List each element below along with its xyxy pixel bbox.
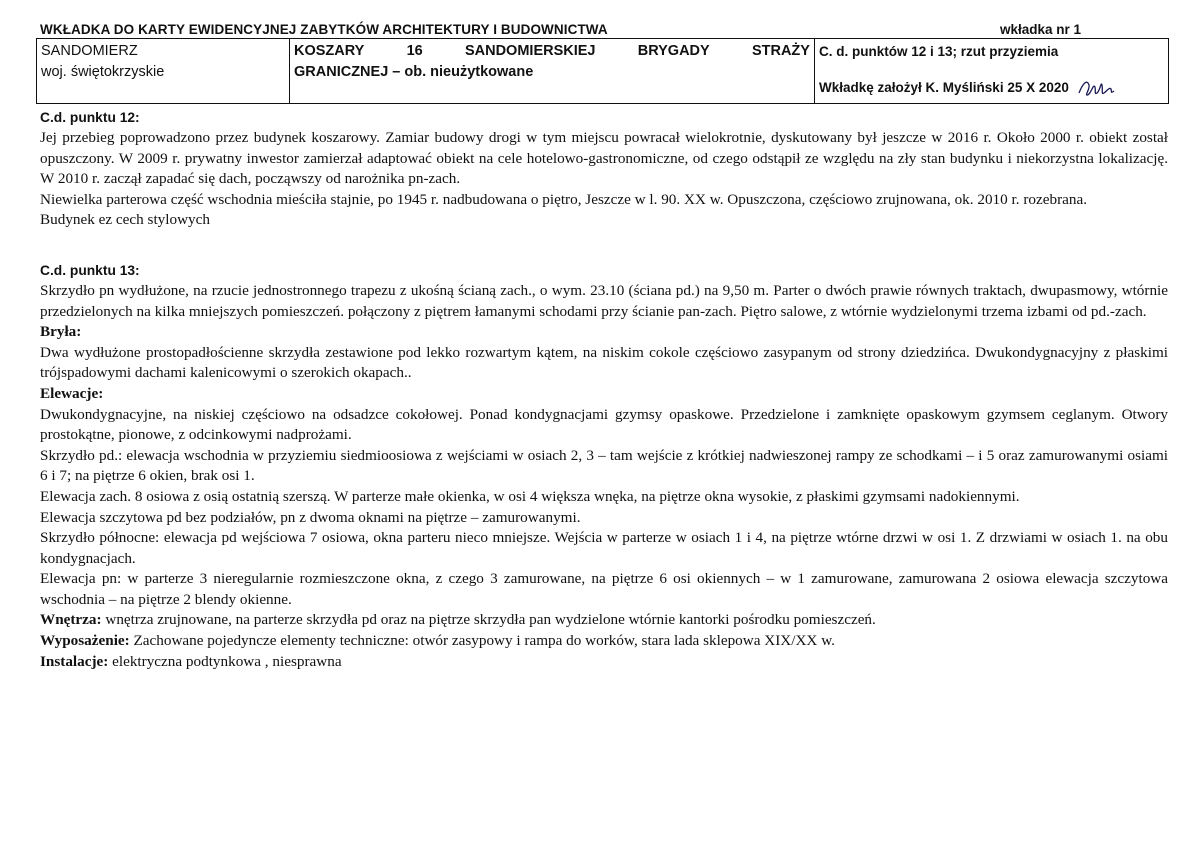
object-name-line-2: GRANICZNEJ – ob. nieużytkowane [294,64,534,80]
object-name-line-1 [294,41,810,62]
wnetrza-paragraph [40,610,1168,631]
wnetrza-label: Wnętrza: [40,611,102,629]
location-cell [37,39,290,104]
object-name-cell [290,39,815,104]
insert-number: wkładka nr 1 [1000,22,1082,37]
section-12-paragraph: Niewielka parterowa część wschodnia mieściła stajnie, po 1945 r. nadbudowana o piętro, Jeszcze w l. 90. XX w. Opuszczona, częściowo zrujnowana, ok. 2010 r. rozebrana. [40,190,1088,208]
elewacje-paragraph: Skrzydło pd.: elewacja wschodnia w przyziemiu siedmioosiowa z wejściami w osiach 2, 3 – tam wejście z krótkiej nadwieszonej rampy ze schodkami – i 5 oraz zamurowanymi osiami 6 i 7; na piętrze 6 okien, brak osi 1. [40,446,1168,485]
object-word: SANDOMIERSKIEJ [464,43,596,59]
elewacje-paragraph: Skrzydło północne: elewacja pd wejściowa 7 osiowa, okna parteru nieco mniejsze. Wejścia w parterze w osiach 1 i 4, na piętrze wtórne drzwi w osi 1. Z drzwiami w osiach 1. na obu kondygnacjach. [40,529,1168,567]
section-12-paragraph: Jej przebieg poprowadzono przez budynek koszarowy. Zamiar budowy drogi w tym miejscu powracał wielokrotnie, dyskutowany był jeszcze w 2016 r. Około 2000 r. obiekt został opuszczony. W 2009 r. prywatny inwestor zamierzał adaptować obiekt na cele hotelowo-gastronomiczne, od czego odstąpił ze względu na zły stan budynku i niekorzystna lokalizację. W 2010 r. zaczął zapadać się dach, począwszy od narożnika pn-zach. [40,129,1168,188]
instalacje-label: Instalacje: [40,652,109,670]
continuation-note: C. d. punktów 12 i 13; rzut przyziemia [819,44,1059,59]
wyposazenie-paragraph [40,631,1168,652]
elewacje-paragraph: Elewacja pn: w parterze 3 nieregularnie rozmieszczone okna, z czego 3 zamurowane, na piętrze 6 osi okiennych – w 1 zamurowane, zamurowana 2 osiowa elewacja szczytowa wschodnia – na piętrze 2 blendy okienne. [40,570,1168,608]
section-12-heading: C.d. punktu 12: [40,110,140,125]
object-word: BRYGADY [637,43,710,59]
document-body [40,108,1168,672]
object-word: STRAŻY [751,43,810,59]
wnetrza-text: wnętrza zrujnowane, na parterze skrzydła pd oraz na piętrze skrzydła pan wydzielone wtórnie kantorki pośrodku pomieszczeń. [101,611,876,629]
wyposazenie-text: Zachowane pojedyncze elementy techniczne: otwór zasypowy i rampa do worków, stara lada sklepowa XIX/XX w. [129,632,835,650]
section-12-paragraph: Budynek ez cech stylowych [40,211,210,229]
elewacje-paragraph: Elewacja zach. 8 osiowa z osią ostatnią szerszą. W parterze małe okienka, w osi 4 większa wnęka, na piętrze okna wysokie, z płaskimi gzymsami nadokiennymi. [40,487,1020,505]
elewacje-paragraph: Elewacja szczytowa pd bez podziałów, pn z dwoma oknami na piętrze – zamurowanymi. [40,508,581,526]
signature-icon [1077,77,1117,99]
elewacje-heading: Elewacje: [40,384,104,402]
founder-text: Wkładkę założył K. Myśliński 25 X 2020 [819,79,1069,95]
form-title: WKŁADKA DO KARTY EWIDENCYJNEJ ZABYTKÓW ARCHITEKTURY I BUDOWNICTWA [40,22,608,37]
header-table [36,38,1169,104]
instalacje-text: elektryczna podtynkowa , niesprawna [108,652,342,670]
location-region: woj. świętokrzyskie [41,64,165,80]
object-word: KOSZARY [294,43,365,59]
wyposazenie-label: Wyposażenie: [40,632,130,650]
bryla-heading: Bryła: [40,323,82,341]
continuation-cell [815,39,1169,104]
elewacje-paragraph: Dwukondygnacyjne, na niskiej częściowo na odsadzce cokołowej. Ponad kondygnacjami gzymsy opaskowe. Przedzielone i zamknięte opaskowym gzymsem ceglanym. Otwory prostokątne, pionowe, z odcinkowymi nadprożami. [40,405,1168,444]
location-city: SANDOMIERZ [41,43,138,59]
bryla-text: Dwa wydłużone prostopadłościenne skrzydła zestawione pod lekko rozwartym kątem, na niskim cokole częściowo zasypanym od strony dziedzińca. Dwukondygnacyjny z płaskimi trójspadowymi dachami kalenicowymi o szerokich okapach.. [40,343,1168,382]
section-13-heading: C.d. punktu 13: [40,262,140,278]
object-word: 16 [406,43,423,59]
section-13-intro: Skrzydło pn wydłużone, na rzucie jednostronnego trapezu z ukośną ścianą zach., o wym. 23.10 (ściana pd.) na 9,50 m. Parter o dwóch prawie równych traktach, dwupasmowy, wtórnie przedzielonych na kilka mniejszych pomieszczeń. połączony z piętrem łamanymi schodami przy ścianie pan-zach. Piętro salowe, z wtórnie wydzielonymi trzema izbami od pd.-zach. [40,281,1168,320]
founder-line [819,77,1117,99]
instalacje-paragraph [40,652,1168,673]
